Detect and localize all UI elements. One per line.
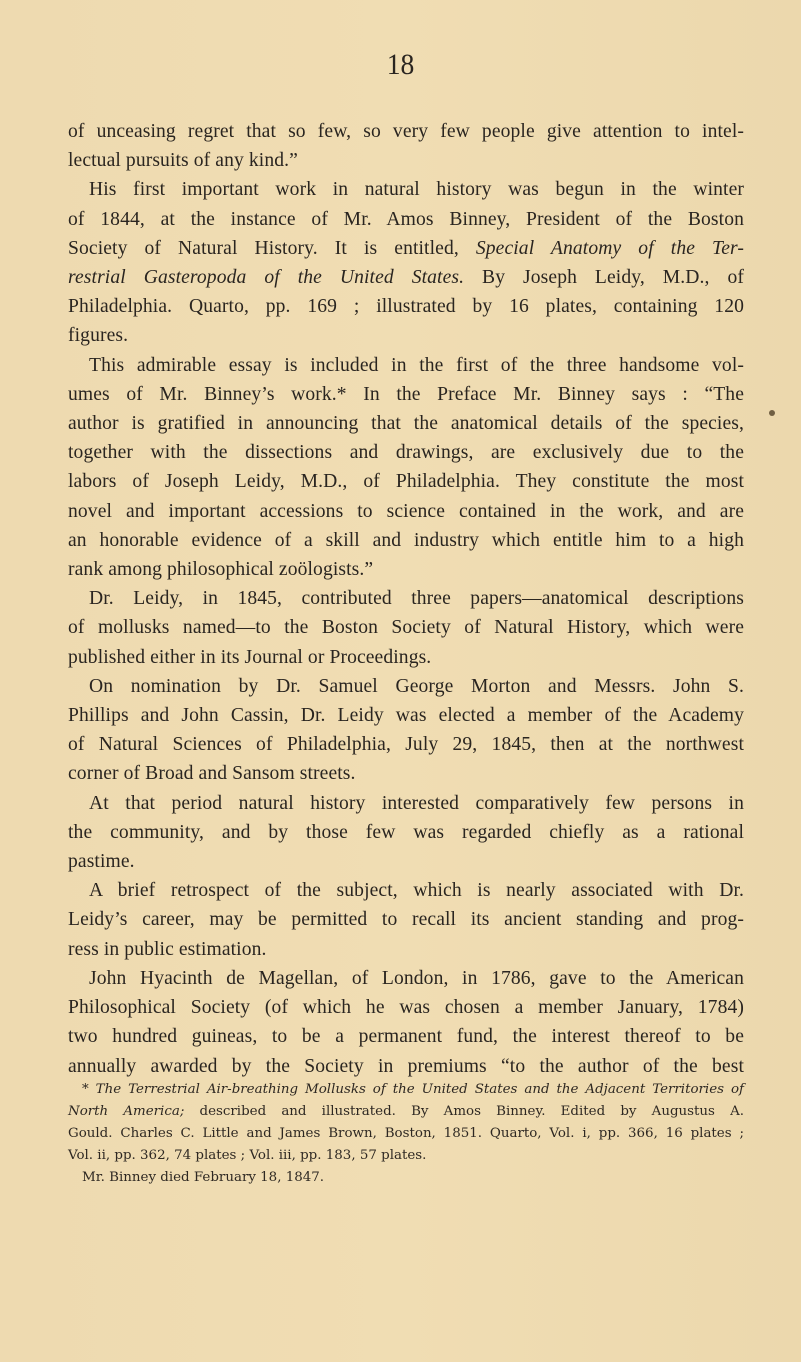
text-line: the community, and by those few was regarded chiefly as a rational bbox=[68, 821, 744, 843]
text-line: an honorable evidence of a skill and industry which entitle him to a high bbox=[68, 529, 744, 551]
text-line: Leidy’s career, may be permitted to recall its ancient standing and prog- bbox=[68, 909, 744, 931]
text-line: published either in its Journal or Proceedings. bbox=[68, 646, 432, 668]
text-line: of Natural Sciences of Philadelphia, July 29, 1845, then at the northwest bbox=[68, 734, 744, 756]
text-line: ress in public estimation. bbox=[68, 938, 267, 960]
text-line: John Hyacinth de Magellan, of London, in 1786, gave to the American bbox=[89, 967, 744, 989]
text-line: pastime. bbox=[68, 851, 135, 873]
text-segment: By Joseph Leidy, M.D., of bbox=[464, 267, 744, 289]
text-line: Dr. Leidy, in 1845, contributed three papers—anatomical descriptions bbox=[89, 588, 744, 610]
text-line: A brief retrospect of the subject, which is nearly associated with Dr. bbox=[89, 880, 744, 902]
footnote-text: described and illustrated. By Amos Binney. Edited by Augustus A. bbox=[184, 1104, 744, 1119]
text-line bbox=[68, 263, 744, 292]
text-line: figures. bbox=[68, 325, 129, 347]
text-line: At that period natural history interested comparatively few persons in bbox=[89, 792, 744, 814]
text-line: corner of Broad and Sansom streets. bbox=[68, 763, 356, 785]
text-line: lectual pursuits of any kind.” bbox=[68, 150, 298, 172]
text-line: annually awarded by the Society in premiums “to the author of the best bbox=[68, 1055, 744, 1077]
book-title-italic: Special Anatomy of the Ter- bbox=[475, 237, 744, 259]
text-line: together with the dissections and drawings, are exclusively due to the bbox=[68, 442, 744, 464]
text-line: On nomination by Dr. Samuel George Morton and Messrs. John S. bbox=[89, 675, 744, 697]
book-title-italic: restrial Gasteropoda of the United States. bbox=[68, 267, 465, 289]
text-line: This admirable essay is included in the first of the three handsome vol- bbox=[89, 354, 744, 376]
footnote-line: Gould. Charles C. Little and James Brown, Boston, 1851. Quarto, Vol. i, pp. 366, 16 plates ; bbox=[68, 1126, 744, 1141]
footnote-title-italic: The Terrestrial Air-breathing Mollusks of the United States and the Adjacent Territories of bbox=[95, 1082, 744, 1097]
text-line: novel and important accessions to science contained in the work, and are bbox=[68, 500, 744, 522]
text-line: of unceasing regret that so few, so very few people give attention to intel- bbox=[68, 121, 744, 142]
text-line: two hundred guineas, to be a permanent fund, the interest thereof to be bbox=[68, 1026, 744, 1048]
page-stain-mark bbox=[769, 410, 775, 416]
text-line: Philosophical Society (of which he was chosen a member January, 1784) bbox=[68, 997, 744, 1019]
text-line: umes of Mr. Binney’s work.* In the Preface Mr. Binney says : “The bbox=[68, 383, 744, 405]
text-line: Philadelphia. Quarto, pp. 169 ; illustrated by 16 plates, containing 120 bbox=[68, 296, 744, 318]
text-line: Phillips and John Cassin, Dr. Leidy was elected a member of the Academy bbox=[68, 705, 744, 727]
footnote-line bbox=[68, 1101, 744, 1123]
text-segment: Society of Natural History. It is entitled, bbox=[68, 237, 476, 259]
footnote-line: Vol. ii, pp. 362, 74 plates ; Vol. iii, pp. 183, 57 plates. bbox=[68, 1148, 427, 1163]
text-line: of mollusks named—to the Boston Society of Natural History, which were bbox=[68, 617, 744, 639]
footnote-line bbox=[68, 1079, 744, 1101]
text-line: rank among philosophical zoölogists.” bbox=[68, 559, 374, 581]
footnote bbox=[68, 1079, 744, 1189]
page-number: 18 bbox=[386, 48, 415, 81]
footnote-line: Mr. Binney died February 18, 1847. bbox=[82, 1170, 325, 1185]
text-line: His first important work in natural history was begun in the winter bbox=[89, 179, 744, 201]
text-line bbox=[68, 234, 744, 263]
footnote-title-italic: North America; bbox=[68, 1104, 185, 1119]
footnote-marker: * bbox=[82, 1082, 89, 1097]
text-line: labors of Joseph Leidy, M.D., of Philadelphia. They constitute the most bbox=[68, 471, 744, 493]
text-line: author is gratified in announcing that the anatomical details of the species, bbox=[68, 413, 744, 435]
body-text bbox=[68, 117, 744, 1081]
text-line: of 1844, at the instance of Mr. Amos Binney, President of the Boston bbox=[68, 208, 744, 230]
